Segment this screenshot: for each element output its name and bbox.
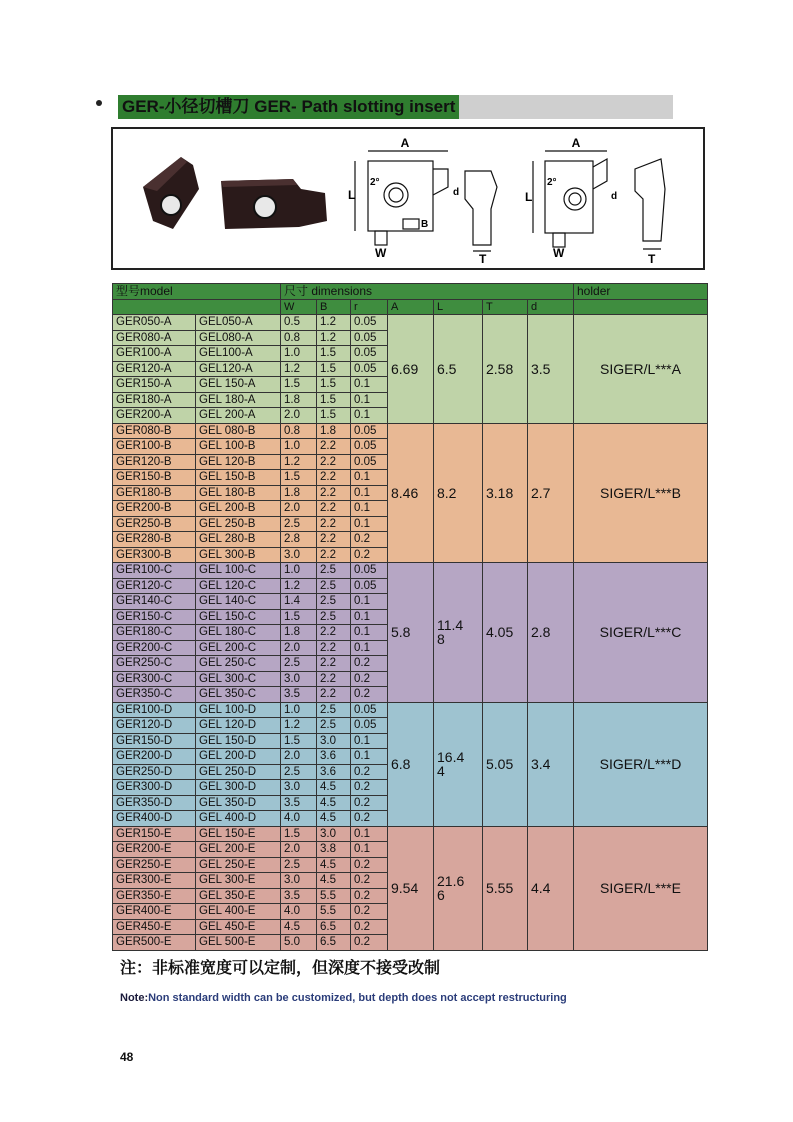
dim-a-value: 8.46: [388, 423, 434, 563]
model-gel-cell: GEL 250-D: [196, 764, 281, 780]
dim-r-cell: 0.2: [351, 888, 388, 904]
model-gel-cell: GEL 250-B: [196, 516, 281, 532]
dim-b-cell: 2.2: [317, 671, 351, 687]
table-header-row: [113, 284, 708, 300]
insert-drawing-b-type: [355, 151, 497, 251]
dim-w-cell: 2.0: [281, 749, 317, 765]
dim-d-value: 3.5: [528, 315, 574, 424]
dim-d-value: 3.4: [528, 702, 574, 826]
dim-b-cell: 5.5: [317, 888, 351, 904]
dim-w-cell: 1.2: [281, 718, 317, 734]
dim-r-cell: 0.05: [351, 578, 388, 594]
dim-b-cell: 2.2: [317, 640, 351, 656]
dim-w-cell: 2.5: [281, 764, 317, 780]
dim-w-cell: 2.5: [281, 516, 317, 532]
dim-r-cell: 0.05: [351, 346, 388, 362]
model-ger-cell: GER150-D: [113, 733, 196, 749]
model-ger-cell: GER300-D: [113, 780, 196, 796]
dim-a-value: 6.69: [388, 315, 434, 424]
dim-l-value: 16.4 4: [434, 702, 483, 826]
dim-b-cell: 6.5: [317, 919, 351, 935]
dim-r-cell: 0.2: [351, 547, 388, 563]
model-gel-cell: GEL 250-C: [196, 656, 281, 672]
dim-r-cell: 0.1: [351, 501, 388, 517]
dim-b-cell: 2.5: [317, 718, 351, 734]
dim-a-value: 5.8: [388, 563, 434, 703]
model-ger-cell: GER180-B: [113, 485, 196, 501]
model-ger-cell: GER200-B: [113, 501, 196, 517]
model-gel-cell: GEL120-A: [196, 361, 281, 377]
model-gel-cell: GEL 150-D: [196, 733, 281, 749]
model-gel-cell: GEL050-A: [196, 315, 281, 331]
model-gel-cell: GEL 150-B: [196, 470, 281, 486]
model-gel-cell: GEL 400-D: [196, 811, 281, 827]
model-gel-cell: GEL 120-B: [196, 454, 281, 470]
dim-b-cell: 2.2: [317, 547, 351, 563]
dim-w-cell: 4.0: [281, 904, 317, 920]
dim-b-cell: 4.5: [317, 780, 351, 796]
model-ger-cell: GER180-C: [113, 625, 196, 641]
model-ger-cell: GER250-B: [113, 516, 196, 532]
dim-l-value: 8.2: [434, 423, 483, 563]
dim-b-cell: 1.5: [317, 346, 351, 362]
dim-b-cell: 2.2: [317, 625, 351, 641]
holder-value: SIGER/L***B: [574, 423, 708, 563]
dim-b-cell: 1.8: [317, 423, 351, 439]
dim-w-cell: 3.0: [281, 873, 317, 889]
header-dimensions: 尺寸 dimensions: [281, 284, 574, 300]
model-gel-cell: GEL 140-C: [196, 594, 281, 610]
dim-w-cell: 1.5: [281, 826, 317, 842]
dim-b-cell: 2.2: [317, 470, 351, 486]
label-d: d: [453, 187, 460, 198]
dim-l-value: 11.4 8: [434, 563, 483, 703]
model-gel-cell: GEL 300-C: [196, 671, 281, 687]
dim-r-cell: 0.1: [351, 640, 388, 656]
model-ger-cell: GER100-A: [113, 346, 196, 362]
model-ger-cell: GER400-D: [113, 811, 196, 827]
dim-r-cell: 0.1: [351, 733, 388, 749]
dim-r-cell: 0.05: [351, 563, 388, 579]
model-ger-cell: GER250-D: [113, 764, 196, 780]
table-row: [113, 826, 708, 842]
model-ger-cell: GER200-C: [113, 640, 196, 656]
table-row: [113, 702, 708, 718]
holder-value: SIGER/L***A: [574, 315, 708, 424]
dim-r-cell: 0.1: [351, 826, 388, 842]
dim-w-cell: 1.0: [281, 346, 317, 362]
model-ger-cell: GER120-C: [113, 578, 196, 594]
model-ger-cell: GER100-C: [113, 563, 196, 579]
dim-b-cell: 3.6: [317, 749, 351, 765]
model-ger-cell: GER080-B: [113, 423, 196, 439]
dim-r-cell: 0.1: [351, 408, 388, 424]
page-number: 48: [120, 1050, 134, 1064]
dim-b-cell: 5.5: [317, 904, 351, 920]
note-english: [120, 992, 567, 1004]
dim-w-cell: 4.5: [281, 919, 317, 935]
model-gel-cell: GEL 250-E: [196, 857, 281, 873]
dim-w-cell: 4.0: [281, 811, 317, 827]
model-gel-cell: GEL 180-A: [196, 392, 281, 408]
model-gel-cell: GEL080-A: [196, 330, 281, 346]
dim-b-cell: 1.5: [317, 408, 351, 424]
dim-r-cell: 0.2: [351, 687, 388, 703]
model-ger-cell: GER150-A: [113, 377, 196, 393]
dim-r-cell: 0.05: [351, 702, 388, 718]
technical-drawing-panel: [111, 127, 705, 270]
model-ger-cell: GER400-E: [113, 904, 196, 920]
dim-b-cell: 3.0: [317, 733, 351, 749]
dim-r-cell: 0.1: [351, 377, 388, 393]
model-ger-cell: GER300-B: [113, 547, 196, 563]
dim-r-cell: 0.2: [351, 764, 388, 780]
dim-r-cell: 0.1: [351, 516, 388, 532]
dim-w-cell: 3.5: [281, 795, 317, 811]
dim-w-cell: 1.0: [281, 702, 317, 718]
model-gel-cell: GEL 200-E: [196, 842, 281, 858]
dim-r-cell: 0.05: [351, 454, 388, 470]
model-gel-cell: GEL 450-E: [196, 919, 281, 935]
table-row: [113, 315, 708, 331]
dim-t-value: 2.58: [483, 315, 528, 424]
model-ger-cell: GER140-C: [113, 594, 196, 610]
model-gel-cell: GEL 150-A: [196, 377, 281, 393]
dim-b-cell: 2.5: [317, 609, 351, 625]
dim-b-cell: 4.5: [317, 857, 351, 873]
dim-w-cell: 1.8: [281, 485, 317, 501]
dim-b-cell: 1.2: [317, 315, 351, 331]
model-gel-cell: GEL 200-D: [196, 749, 281, 765]
model-gel-cell: GEL 300-E: [196, 873, 281, 889]
dim-w-cell: 1.4: [281, 594, 317, 610]
dim-l-value: 21.6 6: [434, 826, 483, 950]
model-ger-cell: GER150-E: [113, 826, 196, 842]
model-ger-cell: GER150-B: [113, 470, 196, 486]
dim-b-cell: 6.5: [317, 935, 351, 951]
dim-r-cell: 0.1: [351, 470, 388, 486]
label-a-2: A: [571, 136, 581, 150]
model-ger-cell: GER180-A: [113, 392, 196, 408]
model-gel-cell: GEL 150-C: [196, 609, 281, 625]
col-w: W: [281, 299, 317, 315]
dim-w-cell: 1.2: [281, 454, 317, 470]
model-ger-cell: GER150-C: [113, 609, 196, 625]
dim-w-cell: 2.5: [281, 656, 317, 672]
model-ger-cell: GER200-A: [113, 408, 196, 424]
model-ger-cell: GER200-D: [113, 749, 196, 765]
holder-value: SIGER/L***C: [574, 563, 708, 703]
dim-r-cell: 0.2: [351, 671, 388, 687]
dim-b-cell: 2.2: [317, 532, 351, 548]
dim-w-cell: 1.2: [281, 361, 317, 377]
dim-a-value: 9.54: [388, 826, 434, 950]
dim-b-cell: 2.5: [317, 578, 351, 594]
dim-r-cell: 0.2: [351, 656, 388, 672]
dim-w-cell: 2.8: [281, 532, 317, 548]
subheader-empty: [113, 299, 281, 315]
model-gel-cell: GEL 120-D: [196, 718, 281, 734]
label-angle-2: 2°: [547, 177, 557, 188]
model-gel-cell: GEL 200-B: [196, 501, 281, 517]
header-holder: holder: [574, 284, 708, 300]
dim-b-cell: 1.2: [317, 330, 351, 346]
dim-t-value: 4.05: [483, 563, 528, 703]
table-subheader-row: [113, 299, 708, 315]
model-ger-cell: GER100-D: [113, 702, 196, 718]
model-gel-cell: GEL100-A: [196, 346, 281, 362]
dim-b-cell: 2.2: [317, 485, 351, 501]
dim-b-cell: 2.2: [317, 656, 351, 672]
dim-r-cell: 0.05: [351, 330, 388, 346]
model-gel-cell: GEL 350-C: [196, 687, 281, 703]
dim-r-cell: 0.1: [351, 842, 388, 858]
dim-r-cell: 0.2: [351, 811, 388, 827]
dim-b-cell: 1.5: [317, 392, 351, 408]
model-ger-cell: GER100-B: [113, 439, 196, 455]
dim-w-cell: 2.0: [281, 408, 317, 424]
dim-b-cell: 2.2: [317, 501, 351, 517]
dim-r-cell: 0.05: [351, 423, 388, 439]
label-t-2: T: [648, 252, 656, 266]
dim-w-cell: 3.0: [281, 671, 317, 687]
model-gel-cell: GEL 300-B: [196, 547, 281, 563]
model-gel-cell: GEL 180-C: [196, 625, 281, 641]
label-l: L: [348, 188, 356, 202]
dim-r-cell: 0.05: [351, 315, 388, 331]
table-row: [113, 563, 708, 579]
dim-b-cell: 3.8: [317, 842, 351, 858]
dim-w-cell: 2.0: [281, 640, 317, 656]
dim-b-cell: 4.5: [317, 873, 351, 889]
dim-a-value: 6.8: [388, 702, 434, 826]
label-b: B: [421, 219, 429, 230]
dim-w-cell: 1.5: [281, 470, 317, 486]
model-gel-cell: GEL 500-E: [196, 935, 281, 951]
dim-b-cell: 2.5: [317, 702, 351, 718]
dim-d-value: 2.7: [528, 423, 574, 563]
table-row: [113, 423, 708, 439]
dim-w-cell: 2.0: [281, 842, 317, 858]
dim-d-value: 4.4: [528, 826, 574, 950]
dim-r-cell: 0.1: [351, 625, 388, 641]
dim-b-cell: 2.5: [317, 594, 351, 610]
dim-r-cell: 0.05: [351, 439, 388, 455]
dim-w-cell: 2.5: [281, 857, 317, 873]
insert-drawing-d-type: [533, 151, 665, 249]
dim-r-cell: 0.2: [351, 873, 388, 889]
dim-t-value: 5.05: [483, 702, 528, 826]
header-model: 型号model: [113, 284, 281, 300]
model-gel-cell: GEL 300-D: [196, 780, 281, 796]
col-d: d: [528, 299, 574, 315]
dim-w-cell: 1.8: [281, 392, 317, 408]
dim-w-cell: 2.0: [281, 501, 317, 517]
dim-r-cell: 0.2: [351, 857, 388, 873]
dim-r-cell: 0.2: [351, 935, 388, 951]
col-t: T: [483, 299, 528, 315]
model-ger-cell: GER200-E: [113, 842, 196, 858]
dim-w-cell: 1.5: [281, 733, 317, 749]
label-w: W: [375, 246, 387, 260]
dim-t-value: 3.18: [483, 423, 528, 563]
spec-table: [112, 283, 708, 951]
model-ger-cell: GER350-E: [113, 888, 196, 904]
dim-w-cell: 1.0: [281, 563, 317, 579]
dim-w-cell: 1.0: [281, 439, 317, 455]
model-gel-cell: GEL 280-B: [196, 532, 281, 548]
model-ger-cell: GER050-A: [113, 315, 196, 331]
dim-b-cell: 2.2: [317, 439, 351, 455]
dim-w-cell: 0.5: [281, 315, 317, 331]
model-gel-cell: GEL 200-A: [196, 408, 281, 424]
dim-b-cell: 2.2: [317, 687, 351, 703]
holder-value: SIGER/L***E: [574, 826, 708, 950]
model-ger-cell: GER500-E: [113, 935, 196, 951]
dim-w-cell: 1.5: [281, 377, 317, 393]
col-r: r: [351, 299, 388, 315]
model-ger-cell: GER300-E: [113, 873, 196, 889]
dim-r-cell: 0.1: [351, 392, 388, 408]
model-ger-cell: GER250-E: [113, 857, 196, 873]
dim-b-cell: 3.0: [317, 826, 351, 842]
model-gel-cell: GEL 100-B: [196, 439, 281, 455]
label-w-2: W: [553, 246, 565, 260]
dim-d-value: 2.8: [528, 563, 574, 703]
model-gel-cell: GEL 350-D: [196, 795, 281, 811]
dim-l-value: 6.5: [434, 315, 483, 424]
insert-drawings: [113, 129, 703, 268]
dim-b-cell: 1.5: [317, 361, 351, 377]
dim-r-cell: 0.2: [351, 532, 388, 548]
dim-r-cell: 0.2: [351, 795, 388, 811]
dim-w-cell: 3.5: [281, 888, 317, 904]
col-a: A: [388, 299, 434, 315]
dim-w-cell: 3.5: [281, 687, 317, 703]
dim-w-cell: 3.0: [281, 547, 317, 563]
model-gel-cell: GEL 080-B: [196, 423, 281, 439]
col-holder-empty: [574, 299, 708, 315]
bullet-point: [96, 100, 102, 106]
model-ger-cell: GER350-D: [113, 795, 196, 811]
insert-photo-1: [143, 157, 199, 229]
dim-w-cell: 5.0: [281, 935, 317, 951]
note-prefix: Note:: [120, 992, 149, 1004]
dim-b-cell: 2.5: [317, 563, 351, 579]
dim-r-cell: 0.1: [351, 594, 388, 610]
dim-b-cell: 4.5: [317, 811, 351, 827]
dim-b-cell: 4.5: [317, 795, 351, 811]
model-ger-cell: GER450-E: [113, 919, 196, 935]
note-chinese: 注：非标准宽度可以定制，但深度不接受改制: [120, 960, 441, 977]
dim-r-cell: 0.05: [351, 718, 388, 734]
dim-b-cell: 3.6: [317, 764, 351, 780]
dim-w-cell: 1.2: [281, 578, 317, 594]
model-gel-cell: GEL 200-C: [196, 640, 281, 656]
dim-r-cell: 0.1: [351, 609, 388, 625]
dim-r-cell: 0.2: [351, 919, 388, 935]
dim-r-cell: 0.1: [351, 749, 388, 765]
spec-table-body: [113, 315, 708, 951]
model-ger-cell: GER120-A: [113, 361, 196, 377]
dim-w-cell: 0.8: [281, 330, 317, 346]
model-gel-cell: GEL 150-E: [196, 826, 281, 842]
col-l: L: [434, 299, 483, 315]
label-d-2: d: [611, 191, 618, 202]
model-ger-cell: GER120-D: [113, 718, 196, 734]
dim-t-value: 5.55: [483, 826, 528, 950]
dim-w-cell: 1.8: [281, 625, 317, 641]
holder-value: SIGER/L***D: [574, 702, 708, 826]
model-ger-cell: GER120-B: [113, 454, 196, 470]
dim-r-cell: 0.2: [351, 780, 388, 796]
model-ger-cell: GER250-C: [113, 656, 196, 672]
dim-b-cell: 2.2: [317, 516, 351, 532]
col-b: B: [317, 299, 351, 315]
model-ger-cell: GER350-C: [113, 687, 196, 703]
model-ger-cell: GER280-B: [113, 532, 196, 548]
section-title: GER-小径切槽刀 GER- Path slotting insert: [118, 95, 459, 119]
dim-r-cell: 0.05: [351, 361, 388, 377]
dim-r-cell: 0.2: [351, 904, 388, 920]
model-gel-cell: GEL 180-B: [196, 485, 281, 501]
model-gel-cell: GEL 100-D: [196, 702, 281, 718]
dim-b-cell: 2.2: [317, 454, 351, 470]
dim-b-cell: 1.5: [317, 377, 351, 393]
model-ger-cell: GER080-A: [113, 330, 196, 346]
label-a: A: [400, 136, 410, 150]
label-l-2: L: [525, 190, 533, 204]
model-gel-cell: GEL 350-E: [196, 888, 281, 904]
label-angle: 2°: [370, 177, 380, 188]
label-t: T: [479, 252, 487, 266]
model-gel-cell: GEL 120-C: [196, 578, 281, 594]
note-body: Non standard width can be customized, but depth does not accept restructuring: [148, 992, 567, 1004]
dim-w-cell: 1.5: [281, 609, 317, 625]
dim-w-cell: 3.0: [281, 780, 317, 796]
model-gel-cell: GEL 400-E: [196, 904, 281, 920]
dim-w-cell: 0.8: [281, 423, 317, 439]
model-ger-cell: GER300-C: [113, 671, 196, 687]
model-gel-cell: GEL 100-C: [196, 563, 281, 579]
insert-photo-2: [221, 179, 327, 229]
dim-r-cell: 0.1: [351, 485, 388, 501]
